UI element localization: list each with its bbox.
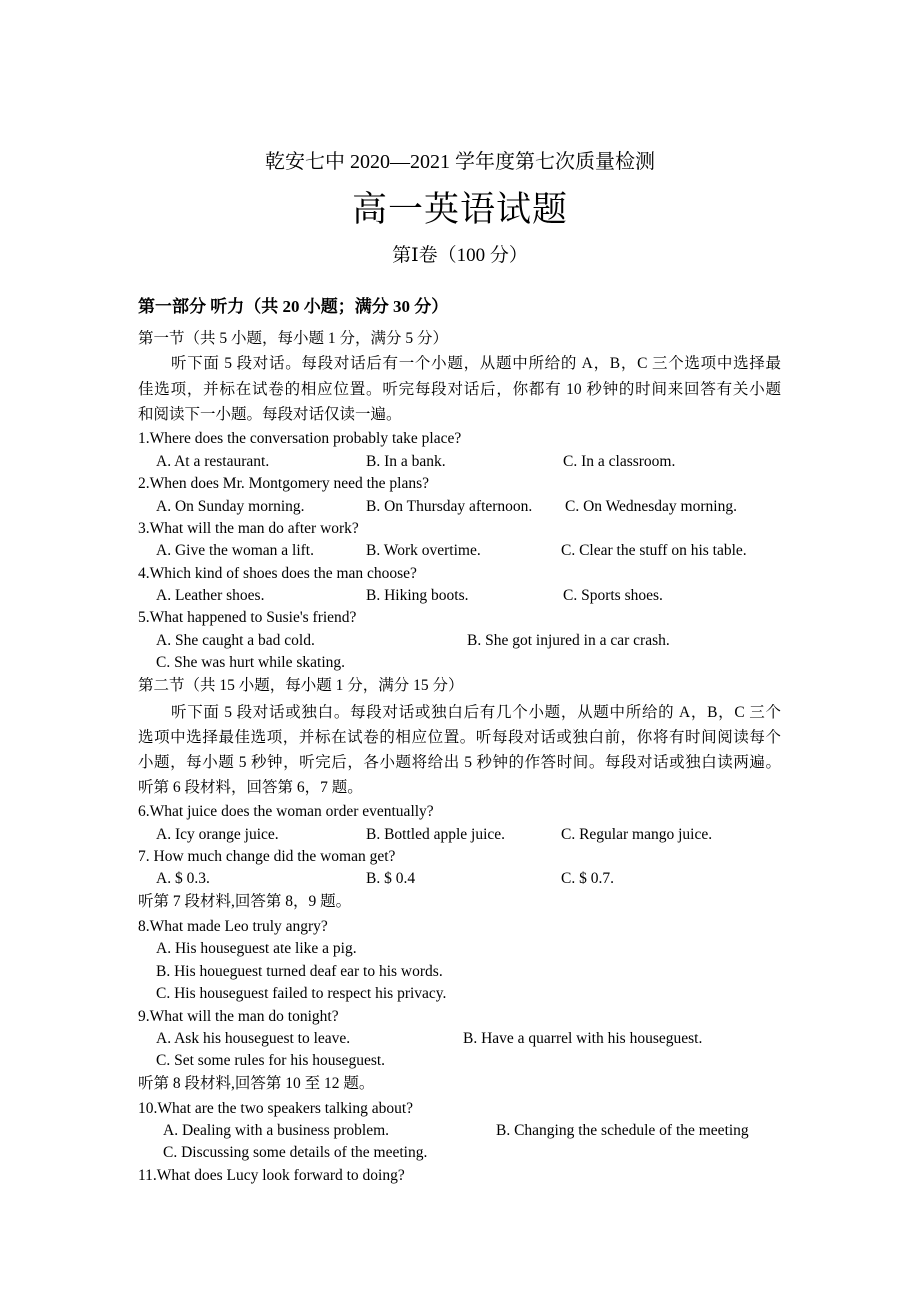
option-c: C. She was hurt while skating. <box>156 654 345 671</box>
section2-instruction-line: 选项中选择最佳选项，并标在试卷的相应位置。听每段对话或独白前，你将有时间阅读每个 <box>138 729 781 746</box>
material-note: 听第 7 段材料,回答第 8，9 题。 <box>138 893 352 910</box>
exam-title: 高一英语试题 <box>351 190 568 229</box>
question-stem: 4.Which kind of shoes does the man choose? <box>138 565 417 582</box>
option-c: C. Regular mango juice. <box>561 826 713 843</box>
question-stem: 6.What juice does the woman order eventually? <box>138 803 434 820</box>
option-c: C. Discussing some details of the meeting. <box>163 1144 428 1161</box>
option-a: A. Ask his houseguest to leave. <box>156 1030 351 1047</box>
option-a: A. On Sunday morning. <box>156 498 305 515</box>
section2-instruction-line: 听下面 5 段对话或独白。每段对话或独白后有几个小题，从题中所给的 A，B，C 三个 <box>171 704 781 721</box>
section2-heading: 第二节（共 15 小题，每小题 1 分，满分 15 分） <box>138 677 464 694</box>
question-stem: 11.What does Lucy look forward to doing? <box>138 1167 405 1184</box>
volume-label: 第Ⅰ卷（100 分） <box>392 245 528 266</box>
option-b: B. Work overtime. <box>366 542 481 559</box>
question-stem: 8.What made Leo truly angry? <box>138 918 328 935</box>
option-c: C. $ 0.7. <box>561 870 614 887</box>
question-stem: 9.What will the man do tonight? <box>138 1008 339 1025</box>
option-c: C. Set some rules for his houseguest. <box>156 1052 386 1069</box>
question-stem: 3.What will the man do after work? <box>138 520 359 537</box>
section1-instruction-line: 听下面 5 段对话。每段对话后有一个小题，从题中所给的 A，B，C 三个选项中选择最 <box>171 355 781 372</box>
option-c: C. His houseguest failed to respect his privacy. <box>156 985 447 1002</box>
option-b: B. In a bank. <box>366 453 446 470</box>
section1-heading: 第一节（共 5 小题，每小题 1 分，满分 5 分） <box>138 330 449 347</box>
option-a: A. His houseguest ate like a pig. <box>156 940 357 957</box>
option-c: C. On Wednesday morning. <box>565 498 737 515</box>
option-c: C. Clear the stuff on his table. <box>561 542 747 559</box>
option-c: C. In a classroom. <box>563 453 676 470</box>
option-a: A. Give the woman a lift. <box>156 542 314 559</box>
school-line: 乾安七中 2020—2021 学年度第七次质量检测 <box>265 151 655 173</box>
material-note: 听第 8 段材料,回答第 10 至 12 题。 <box>138 1075 375 1092</box>
option-b: B. She got injured in a car crash. <box>467 632 670 649</box>
question-stem: 1.Where does the conversation probably take place? <box>138 430 462 447</box>
option-b: B. Bottled apple juice. <box>366 826 506 843</box>
question-stem: 5.What happened to Susie's friend? <box>138 609 357 626</box>
option-b: B. $ 0.4 <box>366 870 416 887</box>
option-a: A. Leather shoes. <box>156 587 265 604</box>
option-b: B. His houeguest turned deaf ear to his words. <box>156 963 443 980</box>
option-a: A. Icy orange juice. <box>156 826 279 843</box>
material-note: 听第 6 段材料，回答第 6，7 题。 <box>138 779 363 796</box>
option-c: C. Sports shoes. <box>563 587 663 604</box>
option-a: A. At a restaurant. <box>156 453 270 470</box>
option-b: B. On Thursday afternoon. <box>366 498 533 515</box>
section2-instruction-line: 小题，每小题 5 秒钟，听完后，各小题将给出 5 秒钟的作答时间。每段对话或独白读两遍。 <box>138 754 781 771</box>
option-b: B. Have a quarrel with his houseguest. <box>463 1030 703 1047</box>
option-a: A. Dealing with a business problem. <box>163 1122 390 1139</box>
option-a: A. She caught a bad cold. <box>156 632 315 649</box>
part1-heading: 第一部分 听力（共 20 小题；满分 30 分） <box>138 297 449 316</box>
question-stem: 7. How much change did the woman get? <box>138 848 396 865</box>
option-b: B. Changing the schedule of the meeting <box>496 1122 749 1139</box>
option-a: A. $ 0.3. <box>156 870 210 887</box>
question-stem: 2.When does Mr. Montgomery need the plans? <box>138 475 429 492</box>
section1-instruction-line: 和阅读下一小题。每段对话仅读一遍。 <box>138 406 402 423</box>
option-b: B. Hiking boots. <box>366 587 469 604</box>
section1-instruction-line: 佳选项，并标在试卷的相应位置。听完每段对话后，你都有 10 秒钟的时间来回答有关小题 <box>138 381 781 398</box>
question-stem: 10.What are the two speakers talking about? <box>138 1100 414 1117</box>
